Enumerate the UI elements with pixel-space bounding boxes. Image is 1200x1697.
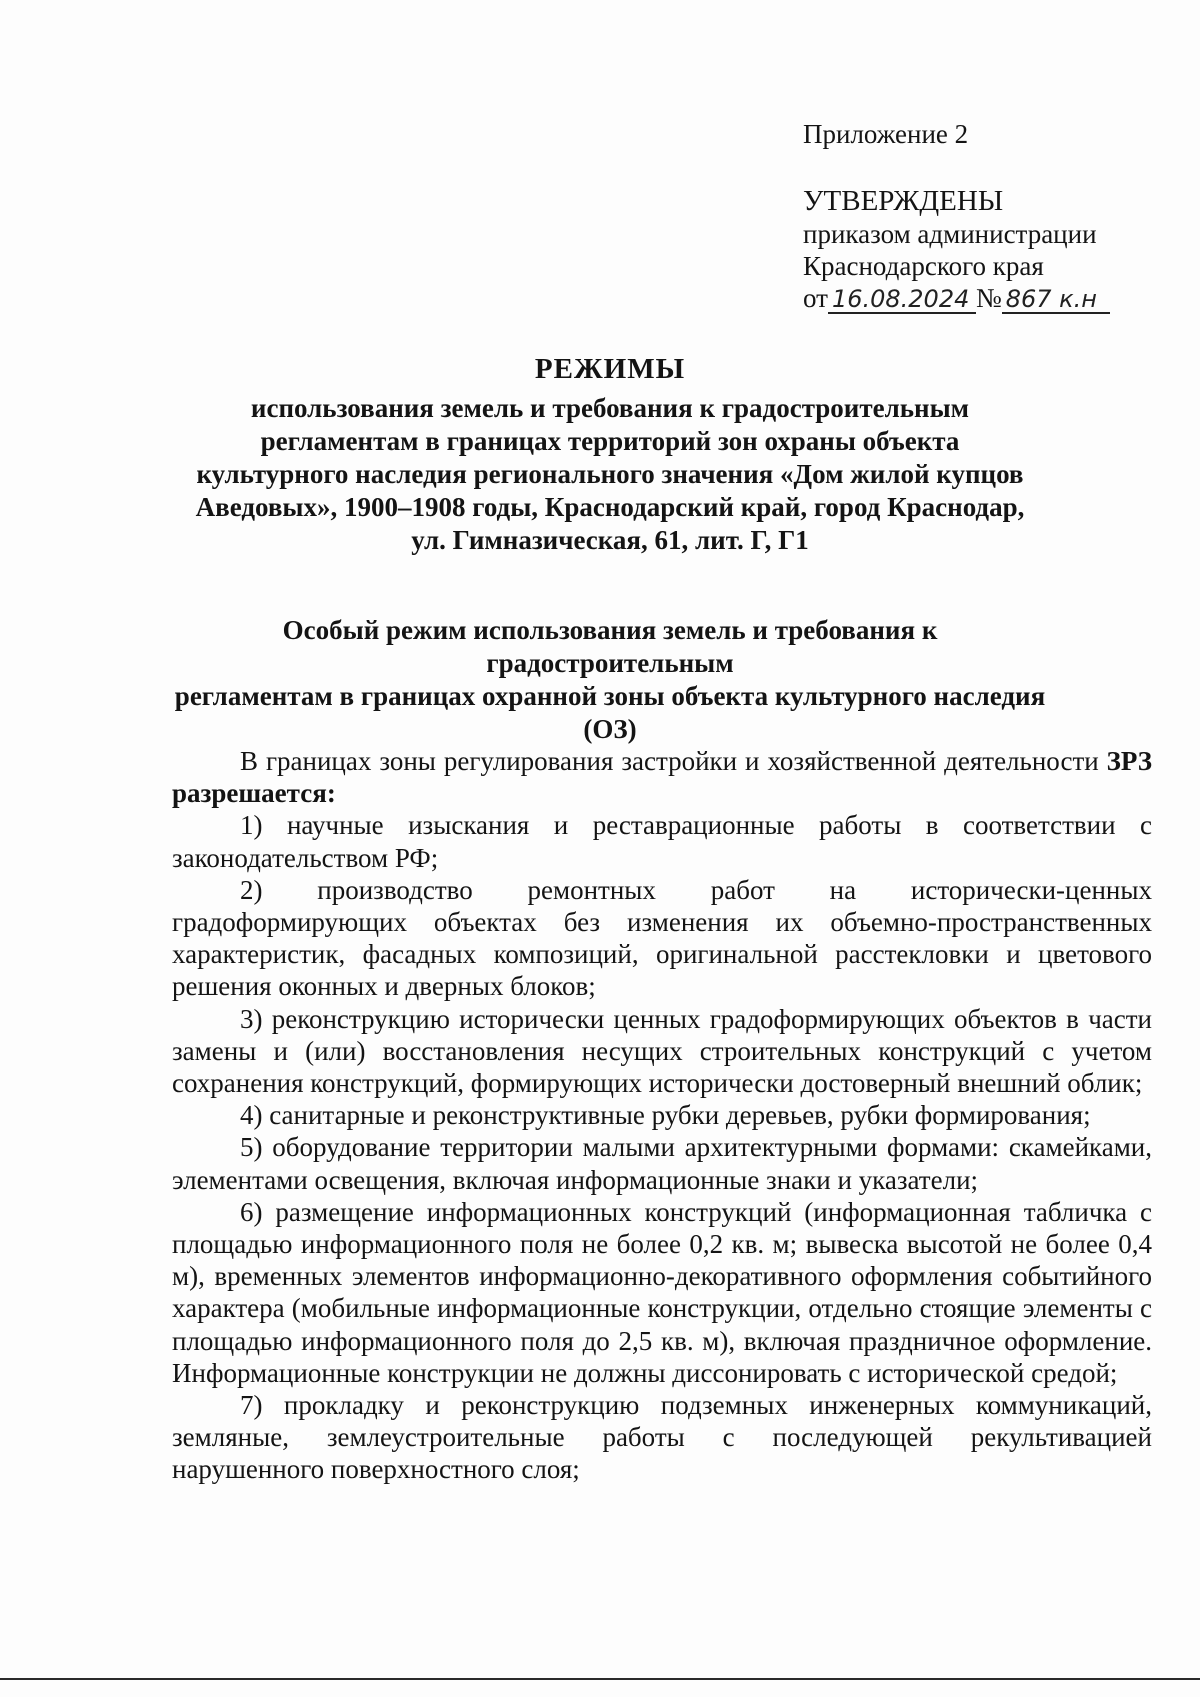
handwritten-number: 867 к.н bbox=[1002, 286, 1110, 314]
list-item-6: 6) размещение информационных конструкций (информационная табличка с площадью информационного поля не более 0,2 кв. м; вывеска высотой не более 0,4 м), временных элементов информационно-декоративного оформления событийного характера (мобильные информационные конструкции, отдельно стоящие элементы с площадью информационного поля до 2,5 кв. м), включая праздничное оформление. Информационные конструкции не должны диссонировать с исторической средой; bbox=[172, 1196, 1152, 1388]
approval-block bbox=[803, 118, 1163, 314]
intro-bold-text: ЗРЗ разрешается: bbox=[172, 746, 1152, 809]
document-subtitle-line-5: ул. Гимназическая, 61, лит. Г, Г1 bbox=[411, 525, 809, 555]
document-subtitle-line-3: культурного наследия регионального значения «Дом жилой купцов bbox=[196, 459, 1024, 489]
list-item-1: 1) научные изыскания и реставрационные работы в соответствии с законодательством РФ; bbox=[172, 810, 1152, 873]
document-subtitle-line-2: регламентам в границах территорий зон охраны объекта bbox=[260, 426, 960, 456]
section-heading-line-1: Особый режим использования земель и требования к градостроительным bbox=[282, 615, 938, 678]
section-heading-line-2: регламентам в границах охранной зоны объекта культурного наследия bbox=[174, 681, 1046, 711]
bottom-scan-edge-divider bbox=[0, 1678, 1200, 1680]
list-item-7: 7) прокладку и реконструкцию подземных инженерных коммуникаций, земляные, землеустроительные работы с последующей рекультивацией нарушенного поверхностного слоя; bbox=[172, 1390, 1152, 1485]
intro-text: В границах зоны регулирования застройки и хозяйственной деятельности bbox=[240, 746, 1107, 776]
list-item-2: 2) производство ремонтных работ на исторически-ценных градоформирующих объектах без изменения их объемно-пространственных характеристик, фасадных композиций, оригинальной расстекловки и цветового решения оконных и дверных блоков; bbox=[172, 874, 1152, 1002]
approval-date-number-row bbox=[803, 282, 1163, 314]
body-text bbox=[172, 745, 1152, 1486]
document-title-block bbox=[160, 352, 1060, 557]
list-item-3: 3) реконструкцию исторически ценных градоформирующих объектов в части замены и (или) восстановления несущих строительных конструкций с учетом сохранения конструкций, формирующих исторически достоверный внешний облик; bbox=[172, 1003, 1152, 1099]
approval-line-2: Краснодарского края bbox=[803, 251, 1044, 281]
number-prefix: № bbox=[975, 283, 1002, 313]
approved-heading: УТВЕРЖДЕНЫ bbox=[803, 185, 1004, 217]
section-heading-line-3: (ОЗ) bbox=[583, 714, 637, 744]
intro-paragraph bbox=[172, 745, 1152, 809]
document-subtitle-line-1: использования земель и требования к градостроительным bbox=[250, 393, 970, 423]
approval-line-1: приказом администрации bbox=[803, 219, 1097, 249]
document-title: РЕЖИМЫ bbox=[534, 353, 686, 385]
appendix-label: Приложение 2 bbox=[803, 119, 969, 149]
list-item-4: 4) санитарные и реконструктивные рубки деревьев, рубки формирования; bbox=[240, 1100, 1091, 1131]
document-subtitle-line-4: Аведовых», 1900–1908 годы, Краснодарский край, город Краснодар, bbox=[195, 492, 1025, 522]
section-heading bbox=[160, 614, 1060, 746]
list-item-5: 5) оборудование территории малыми архитектурными формами: скамейками, элементами освещения, включая информационные знаки и указатели; bbox=[172, 1132, 1152, 1195]
handwritten-date: 16.08.2024 bbox=[828, 286, 976, 314]
date-prefix: от bbox=[803, 283, 828, 313]
